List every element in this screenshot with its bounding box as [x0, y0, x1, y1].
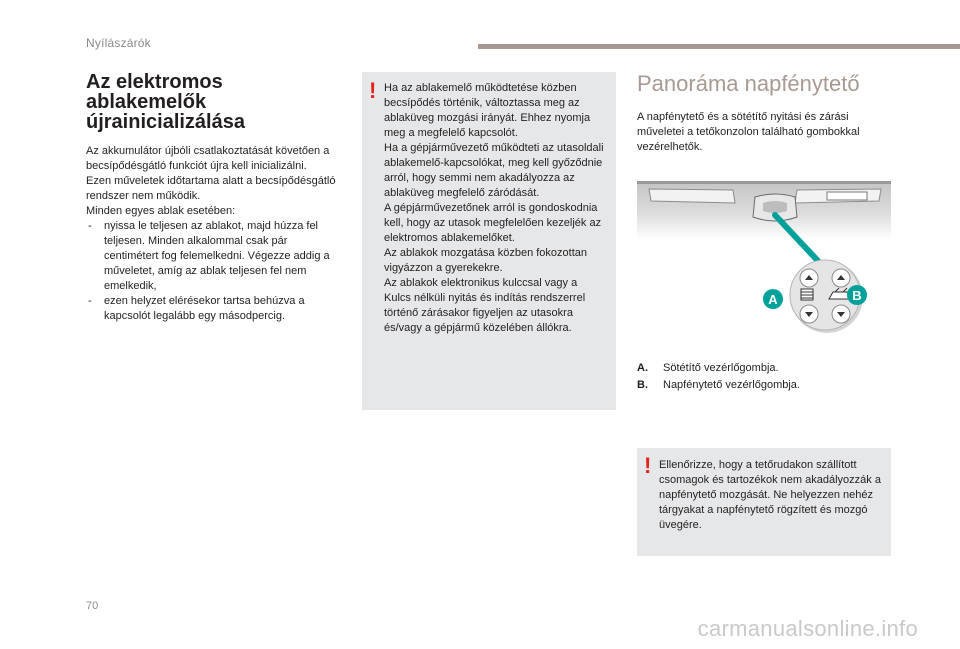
watermark-text: carmanualsonline.info [697, 616, 918, 641]
reinit-step-1: - nyissa le teljesen az ablakot, majd húzza fel teljesen. Minden alkalommal csak pár centimétert fog felemelkedni. Végezze addig a műveletet, amíg az ablak teljesen fel nem emelkedik, [86, 219, 338, 294]
warning-box-windows [362, 72, 616, 410]
warning-line-3: A gépjárművezetőnek arról is gondoskodnia kell, hogy az utasok megfelelően kezeljék az elektromos ablakemelőket. [384, 202, 602, 244]
warning-text [384, 81, 606, 336]
callout-b-label: B [852, 288, 862, 303]
legend-text-a: Sötétítő vezérlőgombja. [663, 362, 779, 374]
section-title: Nyílászárók [86, 36, 151, 50]
callout-a-label: A [768, 292, 778, 307]
sunroof-heading: Panoráma napfénytető [637, 71, 860, 96]
blind-icon [801, 289, 813, 300]
page-number: 70 [86, 600, 99, 612]
warning-box-sunroof [637, 448, 891, 556]
console-lens [763, 201, 787, 213]
legend-text-b: Napfénytető vezérlőgombja. [663, 379, 800, 391]
reinit-body [86, 144, 338, 324]
reinit-para-2: Ezen műveletek időtartama alatt a becsípődésgátló rendszer nem működik. [86, 175, 336, 202]
warning-text: Ellenőrizze, hogy a tetőrudakon szállított csomagok és tartozékok nem akadályozzák a napfénytető mozgását. Ne helyezzen nehéz tárgyakat a napfénytető rögzített és mozgó üvegére. [659, 459, 881, 531]
headliner-edge [637, 181, 891, 184]
reinit-section [86, 72, 338, 324]
sun-visor-left [649, 189, 735, 203]
warning-line-4: Az ablakok mozgatása közben fokozottan vigyázzon a gyerekekre. [384, 247, 588, 274]
sunroof-section [637, 72, 891, 155]
legend-key-a: A. [637, 362, 648, 374]
sunroof-intro: A napfénytető és a sötétítő nyitási és zárási műveletei a tetőkonzolon található gombokkal vezérelhetők. [637, 111, 860, 153]
warning-line-1: Ha az ablakemelő működtetése közben becsípődés történik, változtassa meg az ablaküveg mozgási irányát. Ehhez nyomja meg a megfelelő kapcsolót. [384, 82, 591, 139]
vanity-mirror [827, 192, 867, 200]
reinit-para-1: Az akkumulátor újbóli csatlakoztatását követően a becsípődésgátló funkciót újra kell inicializálni. [86, 145, 330, 172]
reinit-step-2: - ezen helyzet elérésekor tartsa behúzva a kapcsolót legalább egy másodpercig. [86, 294, 338, 324]
reinit-steps [86, 219, 338, 324]
roof-console-illustration [637, 181, 891, 339]
warning-line-2: Ha a gépjárművezető működteti az utasoldali ablakemelő-kapcsolókat, meg kell győződnie arról, hogy semmi nem akadályozza az ablaküveg megfelelő záródását. [384, 142, 604, 199]
warning-icon: ! [644, 453, 652, 478]
reinit-heading: Az elektromos ablakemelők újrainicializálása [86, 71, 245, 133]
legend-key-b: B. [637, 379, 648, 391]
warning-icon: ! [369, 78, 377, 103]
header-bar [478, 44, 960, 49]
warning-line-5: Az ablakok elektronikus kulccsal vagy a Kulcs nélküli nyitás és indítás rendszerrel történő zárásakor figyeljen az utasokra és/vagy a gépjármű közelében állókra. [384, 277, 586, 334]
reinit-para-3: Minden egyes ablak esetében: [86, 205, 236, 217]
